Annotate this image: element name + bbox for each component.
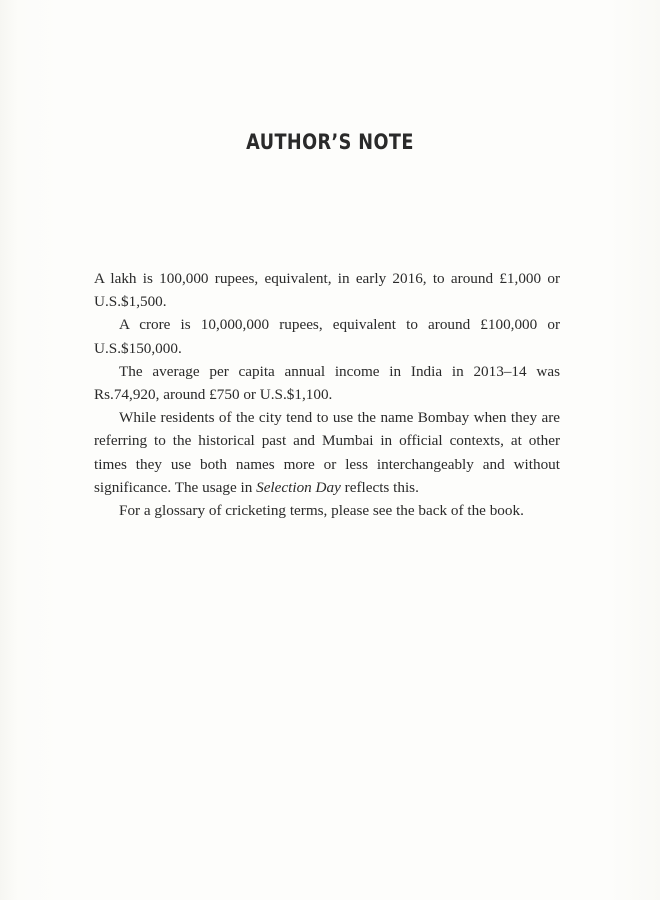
paragraph-bombay-end: reflects this. bbox=[340, 478, 419, 496]
paragraph-bombay-mumbai bbox=[94, 406, 560, 499]
paragraph-crore: A crore is 10,000,000 rupees, equivalent to around £100,000 or U.S.$150,000. bbox=[94, 316, 560, 357]
paragraph-lakh: A lakh is 100,000 rupees, equivalent, in early 2016, to around £1,000 or U.S.$1,500. bbox=[94, 270, 560, 311]
paragraph-glossary: For a glossary of cricketing terms, please see the back of the book. bbox=[119, 502, 524, 520]
book-title-italic: Selection Day bbox=[256, 478, 341, 496]
paragraph-income: The average per capita annual income in India in 2013–14 was Rs.74,920, around £750 or U.S.$1,100. bbox=[94, 362, 560, 404]
note-body bbox=[94, 267, 560, 522]
page-title: AUTHOR’S NOTE bbox=[246, 130, 414, 154]
paragraph-bombay-text: While residents of the city tend to use the name Bombay when they are referring to the historical past and Mumbai in official contexts, at other times they use both names more or less interchangeably and without significance. The usage in bbox=[94, 409, 560, 496]
